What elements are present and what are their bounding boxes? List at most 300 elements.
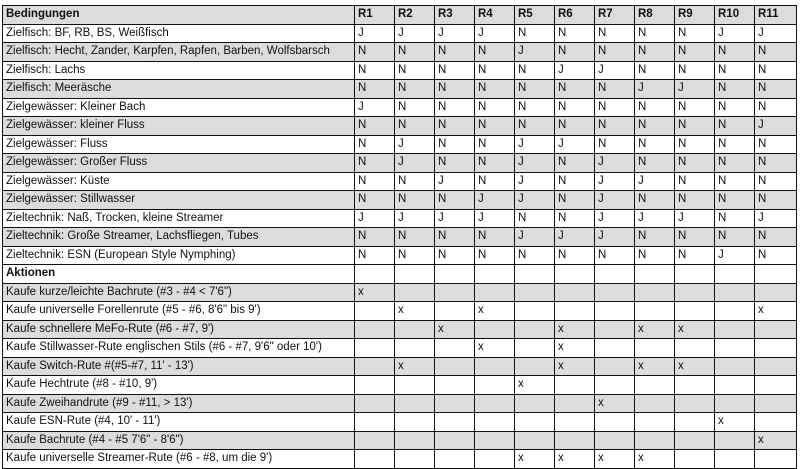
rule-cell: N bbox=[675, 98, 715, 117]
action-row bbox=[3, 431, 797, 450]
rule-cell: N bbox=[555, 209, 595, 228]
rule-header: R1 bbox=[355, 6, 395, 25]
rule-cell: N bbox=[515, 117, 555, 136]
rule-cell bbox=[675, 283, 715, 302]
rule-cell: N bbox=[755, 135, 797, 154]
rule-cell: N bbox=[675, 246, 715, 265]
rule-cell: J bbox=[355, 98, 395, 117]
condition-row bbox=[3, 135, 797, 154]
row-label: Zieltechnik: Große Streamer, Lachsfliegen, Tubes bbox=[3, 228, 355, 247]
rule-cell bbox=[355, 339, 395, 358]
condition-row bbox=[3, 191, 797, 210]
rule-cell: J bbox=[755, 209, 797, 228]
rule-cell bbox=[435, 394, 475, 413]
rule-header: R4 bbox=[475, 6, 515, 25]
rule-cell bbox=[475, 394, 515, 413]
rule-cell bbox=[435, 431, 475, 450]
action-row bbox=[3, 394, 797, 413]
rule-cell: N bbox=[595, 24, 635, 43]
rule-cell: N bbox=[435, 246, 475, 265]
rule-cell: J bbox=[635, 80, 675, 99]
rule-cell: N bbox=[475, 98, 515, 117]
rule-cell: N bbox=[555, 191, 595, 210]
rule-cell: J bbox=[515, 172, 555, 191]
rule-cell: J bbox=[395, 154, 435, 173]
rule-cell bbox=[475, 431, 515, 450]
rule-cell: J bbox=[435, 172, 475, 191]
empty-cell bbox=[555, 265, 595, 284]
rule-cell: N bbox=[435, 191, 475, 210]
rule-cell: N bbox=[515, 246, 555, 265]
rule-cell bbox=[355, 376, 395, 395]
rule-cell bbox=[635, 339, 675, 358]
rule-cell: N bbox=[555, 172, 595, 191]
row-label: Kaufe Switch-Rute #(#5-#7, 11' - 13') bbox=[3, 357, 355, 376]
rule-cell: N bbox=[355, 61, 395, 80]
conditions-header-label: Bedingungen bbox=[3, 6, 355, 25]
rule-cell: J bbox=[635, 172, 675, 191]
rule-cell: x bbox=[395, 302, 435, 321]
rule-cell: N bbox=[435, 154, 475, 173]
rule-cell bbox=[595, 339, 635, 358]
rule-cell bbox=[355, 413, 395, 432]
rule-cell: J bbox=[595, 228, 635, 247]
rule-cell: N bbox=[395, 43, 435, 62]
rule-cell bbox=[755, 283, 797, 302]
rule-cell: N bbox=[475, 172, 515, 191]
rule-cell: x bbox=[555, 450, 595, 469]
rule-cell: N bbox=[555, 43, 595, 62]
rule-cell bbox=[355, 320, 395, 339]
rule-cell: N bbox=[715, 61, 755, 80]
rule-cell bbox=[435, 450, 475, 469]
row-label: Zielfisch: Hecht, Zander, Karpfen, Rapfen, Barben, Wolfsbarsch bbox=[3, 43, 355, 62]
rule-cell: J bbox=[515, 135, 555, 154]
row-label: Kaufe universelle Forellenrute (#5 - #6, 8'6" bis 9') bbox=[3, 302, 355, 321]
rule-cell bbox=[595, 302, 635, 321]
rule-cell: N bbox=[475, 228, 515, 247]
rule-header: R3 bbox=[435, 6, 475, 25]
row-label: Zieltechnik: Naß, Trocken, kleine Streamer bbox=[3, 209, 355, 228]
rule-cell: N bbox=[755, 43, 797, 62]
rule-cell: N bbox=[435, 80, 475, 99]
rule-cell: x bbox=[475, 302, 515, 321]
rule-header: R8 bbox=[635, 6, 675, 25]
rule-cell: N bbox=[515, 80, 555, 99]
rule-cell: N bbox=[755, 191, 797, 210]
empty-cell bbox=[715, 265, 755, 284]
rule-cell: N bbox=[635, 43, 675, 62]
rule-cell: x bbox=[595, 394, 635, 413]
rule-cell: N bbox=[715, 172, 755, 191]
rule-cell: J bbox=[755, 117, 797, 136]
rule-cell bbox=[355, 394, 395, 413]
rule-cell: N bbox=[755, 172, 797, 191]
rule-cell bbox=[675, 302, 715, 321]
rule-cell: x bbox=[715, 413, 755, 432]
rule-cell: J bbox=[595, 61, 635, 80]
condition-row bbox=[3, 24, 797, 43]
rule-cell: J bbox=[475, 24, 515, 43]
rule-cell bbox=[595, 320, 635, 339]
rule-cell: N bbox=[675, 154, 715, 173]
empty-cell bbox=[395, 265, 435, 284]
rule-cell: x bbox=[555, 357, 595, 376]
rule-cell: N bbox=[555, 246, 595, 265]
rule-cell bbox=[355, 450, 395, 469]
row-label: Kaufe Bachrute (#4 - #5 7'6" - 8'6") bbox=[3, 431, 355, 450]
rule-cell bbox=[715, 376, 755, 395]
rule-cell: N bbox=[675, 43, 715, 62]
rule-cell bbox=[435, 302, 475, 321]
rule-header: R9 bbox=[675, 6, 715, 25]
rule-cell bbox=[715, 283, 755, 302]
rule-header: R11 bbox=[755, 6, 797, 25]
row-label: Zielgewässer: Stillwasser bbox=[3, 191, 355, 210]
rule-cell: N bbox=[395, 172, 435, 191]
empty-cell bbox=[635, 265, 675, 284]
rule-cell: N bbox=[555, 117, 595, 136]
rule-cell bbox=[515, 357, 555, 376]
action-row bbox=[3, 339, 797, 358]
rule-cell bbox=[555, 431, 595, 450]
rule-cell: J bbox=[355, 24, 395, 43]
row-label: Zielgewässer: Kleiner Bach bbox=[3, 98, 355, 117]
rule-cell: x bbox=[635, 357, 675, 376]
rule-cell bbox=[635, 283, 675, 302]
row-label: Zielfisch: Meeräsche bbox=[3, 80, 355, 99]
rule-cell bbox=[475, 320, 515, 339]
rule-cell: N bbox=[635, 98, 675, 117]
row-label: Kaufe ESN-Rute (#4, 10' - 11') bbox=[3, 413, 355, 432]
rule-cell bbox=[635, 413, 675, 432]
rule-cell bbox=[715, 357, 755, 376]
rule-cell: N bbox=[515, 98, 555, 117]
rule-cell bbox=[715, 450, 755, 469]
rule-cell: N bbox=[755, 98, 797, 117]
rule-cell: N bbox=[675, 191, 715, 210]
rule-cell: N bbox=[715, 228, 755, 247]
rule-cell bbox=[475, 376, 515, 395]
rule-cell bbox=[395, 450, 435, 469]
action-row bbox=[3, 283, 797, 302]
empty-cell bbox=[515, 265, 555, 284]
rule-cell: x bbox=[635, 320, 675, 339]
rule-cell: N bbox=[635, 154, 675, 173]
rule-cell: N bbox=[635, 24, 675, 43]
rule-header: R6 bbox=[555, 6, 595, 25]
rule-cell: N bbox=[595, 246, 635, 265]
rule-cell: N bbox=[675, 228, 715, 247]
rule-cell: N bbox=[395, 228, 435, 247]
condition-row bbox=[3, 209, 797, 228]
rule-cell: N bbox=[635, 117, 675, 136]
rule-cell bbox=[515, 302, 555, 321]
condition-row bbox=[3, 172, 797, 191]
rule-cell: N bbox=[355, 80, 395, 99]
rule-cell: N bbox=[515, 209, 555, 228]
rule-cell: N bbox=[635, 246, 675, 265]
rule-cell bbox=[595, 413, 635, 432]
row-label: Zielgewässer: Großer Fluss bbox=[3, 154, 355, 173]
rule-cell: N bbox=[475, 117, 515, 136]
rule-cell: J bbox=[515, 154, 555, 173]
rule-cell bbox=[395, 376, 435, 395]
rule-cell: N bbox=[755, 80, 797, 99]
conditions-header-row bbox=[3, 6, 797, 25]
rule-cell: J bbox=[595, 172, 635, 191]
rule-cell bbox=[675, 450, 715, 469]
condition-row bbox=[3, 154, 797, 173]
rule-cell: x bbox=[515, 450, 555, 469]
rule-cell: x bbox=[755, 431, 797, 450]
rule-cell: N bbox=[595, 135, 635, 154]
rule-cell bbox=[675, 394, 715, 413]
row-label: Zielgewässer: kleiner Fluss bbox=[3, 117, 355, 136]
empty-cell bbox=[355, 265, 395, 284]
condition-row bbox=[3, 228, 797, 247]
rule-cell: N bbox=[515, 61, 555, 80]
condition-row bbox=[3, 246, 797, 265]
decision-table-body bbox=[3, 6, 797, 469]
rule-cell: N bbox=[435, 135, 475, 154]
rule-cell: N bbox=[715, 43, 755, 62]
rule-cell bbox=[675, 376, 715, 395]
rule-cell: N bbox=[355, 172, 395, 191]
rule-cell: x bbox=[675, 357, 715, 376]
rule-cell: N bbox=[595, 117, 635, 136]
rule-cell: J bbox=[515, 191, 555, 210]
rule-cell: N bbox=[755, 61, 797, 80]
rule-cell bbox=[635, 376, 675, 395]
rule-cell bbox=[395, 320, 435, 339]
rule-cell bbox=[515, 394, 555, 413]
rule-cell: N bbox=[395, 246, 435, 265]
rule-cell: J bbox=[595, 209, 635, 228]
rule-cell: x bbox=[755, 302, 797, 321]
rule-cell: N bbox=[555, 98, 595, 117]
action-row bbox=[3, 357, 797, 376]
rule-cell: J bbox=[395, 209, 435, 228]
rule-cell: x bbox=[635, 450, 675, 469]
rule-cell bbox=[595, 357, 635, 376]
rule-cell bbox=[395, 431, 435, 450]
rule-cell: N bbox=[755, 246, 797, 265]
rule-cell bbox=[475, 357, 515, 376]
rule-cell: J bbox=[475, 209, 515, 228]
rule-cell bbox=[435, 339, 475, 358]
rule-cell bbox=[715, 394, 755, 413]
rule-cell: N bbox=[395, 98, 435, 117]
rule-cell bbox=[395, 413, 435, 432]
rule-cell bbox=[715, 431, 755, 450]
rule-cell bbox=[515, 431, 555, 450]
rule-cell: J bbox=[715, 246, 755, 265]
rule-cell: N bbox=[675, 24, 715, 43]
row-label: Kaufe kurze/leichte Bachrute (#3 - #4 < 7'6") bbox=[3, 283, 355, 302]
row-label: Zielfisch: Lachs bbox=[3, 61, 355, 80]
rule-cell bbox=[555, 376, 595, 395]
rule-cell: N bbox=[355, 191, 395, 210]
rule-cell: N bbox=[675, 61, 715, 80]
rule-cell: N bbox=[395, 191, 435, 210]
rule-cell: N bbox=[475, 135, 515, 154]
rule-cell: N bbox=[355, 43, 395, 62]
rule-header: R2 bbox=[395, 6, 435, 25]
decision-table-container bbox=[2, 5, 796, 469]
rule-cell: N bbox=[755, 228, 797, 247]
rule-cell bbox=[595, 283, 635, 302]
actions-header-label: Aktionen bbox=[3, 265, 355, 284]
rule-cell bbox=[715, 339, 755, 358]
rule-cell bbox=[675, 339, 715, 358]
action-row bbox=[3, 320, 797, 339]
rule-cell bbox=[595, 431, 635, 450]
rule-cell bbox=[435, 376, 475, 395]
action-row bbox=[3, 450, 797, 469]
rule-cell: J bbox=[435, 209, 475, 228]
rule-cell bbox=[555, 302, 595, 321]
condition-row bbox=[3, 80, 797, 99]
rule-cell bbox=[715, 320, 755, 339]
rule-cell: N bbox=[595, 43, 635, 62]
rule-cell: x bbox=[675, 320, 715, 339]
actions-header-row bbox=[3, 265, 797, 284]
rule-cell bbox=[355, 357, 395, 376]
rule-cell: x bbox=[595, 450, 635, 469]
rule-cell: N bbox=[355, 135, 395, 154]
condition-row bbox=[3, 43, 797, 62]
rule-cell bbox=[675, 413, 715, 432]
rule-cell bbox=[635, 302, 675, 321]
rule-cell bbox=[675, 431, 715, 450]
rule-cell bbox=[755, 394, 797, 413]
rule-cell: N bbox=[395, 61, 435, 80]
rule-cell: N bbox=[475, 80, 515, 99]
empty-cell bbox=[435, 265, 475, 284]
rule-cell: x bbox=[515, 376, 555, 395]
rule-cell: N bbox=[395, 80, 435, 99]
rule-cell: x bbox=[555, 339, 595, 358]
empty-cell bbox=[595, 265, 635, 284]
rule-cell bbox=[355, 431, 395, 450]
rule-cell: N bbox=[475, 154, 515, 173]
row-label: Kaufe universelle Streamer-Rute (#6 - #8, um die 9') bbox=[3, 450, 355, 469]
rule-cell: N bbox=[635, 61, 675, 80]
rule-cell: N bbox=[595, 80, 635, 99]
rule-cell bbox=[515, 339, 555, 358]
rule-cell bbox=[515, 413, 555, 432]
rule-cell: J bbox=[635, 209, 675, 228]
rule-cell: N bbox=[435, 61, 475, 80]
rule-cell: J bbox=[435, 24, 475, 43]
rule-cell: N bbox=[715, 80, 755, 99]
rule-cell: N bbox=[675, 135, 715, 154]
rule-cell bbox=[475, 450, 515, 469]
rule-cell: N bbox=[435, 117, 475, 136]
rule-cell: x bbox=[475, 339, 515, 358]
rule-cell bbox=[435, 283, 475, 302]
action-row bbox=[3, 376, 797, 395]
rule-cell: N bbox=[395, 117, 435, 136]
rule-cell: N bbox=[675, 117, 715, 136]
rule-cell: J bbox=[555, 135, 595, 154]
rule-cell bbox=[715, 302, 755, 321]
rule-cell bbox=[435, 357, 475, 376]
rule-cell: N bbox=[435, 228, 475, 247]
rule-cell: N bbox=[515, 24, 555, 43]
rule-cell: J bbox=[675, 209, 715, 228]
rule-cell: J bbox=[555, 61, 595, 80]
rule-cell bbox=[755, 376, 797, 395]
rule-cell: J bbox=[715, 24, 755, 43]
rule-cell bbox=[635, 394, 675, 413]
row-label: Kaufe Stillwasser-Rute englischen Stils (#6 - #7, 9'6" oder 10') bbox=[3, 339, 355, 358]
rule-cell: N bbox=[475, 246, 515, 265]
condition-row bbox=[3, 98, 797, 117]
rule-cell bbox=[555, 394, 595, 413]
rule-cell: J bbox=[515, 228, 555, 247]
rule-cell: N bbox=[715, 117, 755, 136]
rule-cell bbox=[475, 283, 515, 302]
rule-cell: J bbox=[395, 135, 435, 154]
rule-cell: J bbox=[755, 24, 797, 43]
rule-cell: N bbox=[715, 98, 755, 117]
rule-cell: N bbox=[715, 209, 755, 228]
row-label: Zielgewässer: Küste bbox=[3, 172, 355, 191]
rule-cell: J bbox=[675, 80, 715, 99]
rule-cell: N bbox=[715, 154, 755, 173]
rule-cell bbox=[635, 431, 675, 450]
row-label: Kaufe schnellere MeFo-Rute (#6 - #7, 9') bbox=[3, 320, 355, 339]
rule-cell: N bbox=[755, 154, 797, 173]
rule-cell: N bbox=[475, 43, 515, 62]
empty-cell bbox=[475, 265, 515, 284]
rule-cell: N bbox=[595, 98, 635, 117]
rule-cell bbox=[395, 339, 435, 358]
rule-cell bbox=[755, 450, 797, 469]
rule-cell: x bbox=[555, 320, 595, 339]
rule-cell bbox=[515, 320, 555, 339]
action-row bbox=[3, 302, 797, 321]
row-label: Kaufe Zweihandrute (#9 - #11, > 13') bbox=[3, 394, 355, 413]
rule-cell: N bbox=[355, 228, 395, 247]
rule-cell: x bbox=[395, 357, 435, 376]
rule-header: R10 bbox=[715, 6, 755, 25]
rule-cell: N bbox=[555, 154, 595, 173]
rule-cell: x bbox=[355, 283, 395, 302]
rule-cell: N bbox=[635, 191, 675, 210]
row-label: Kaufe Hechtrute (#8 - #10, 9') bbox=[3, 376, 355, 395]
rule-cell bbox=[555, 413, 595, 432]
rule-cell bbox=[595, 376, 635, 395]
condition-row bbox=[3, 117, 797, 136]
rule-cell: N bbox=[475, 61, 515, 80]
rule-cell: N bbox=[715, 135, 755, 154]
rule-cell: J bbox=[475, 191, 515, 210]
rule-cell: J bbox=[515, 43, 555, 62]
decision-table bbox=[2, 5, 797, 469]
rule-cell: N bbox=[555, 24, 595, 43]
rule-cell bbox=[435, 413, 475, 432]
rule-cell: N bbox=[355, 154, 395, 173]
row-label: Zielgewässer: Fluss bbox=[3, 135, 355, 154]
rule-cell: J bbox=[595, 191, 635, 210]
rule-cell: N bbox=[675, 172, 715, 191]
rule-cell bbox=[755, 413, 797, 432]
rule-cell: N bbox=[435, 98, 475, 117]
rule-cell bbox=[755, 339, 797, 358]
